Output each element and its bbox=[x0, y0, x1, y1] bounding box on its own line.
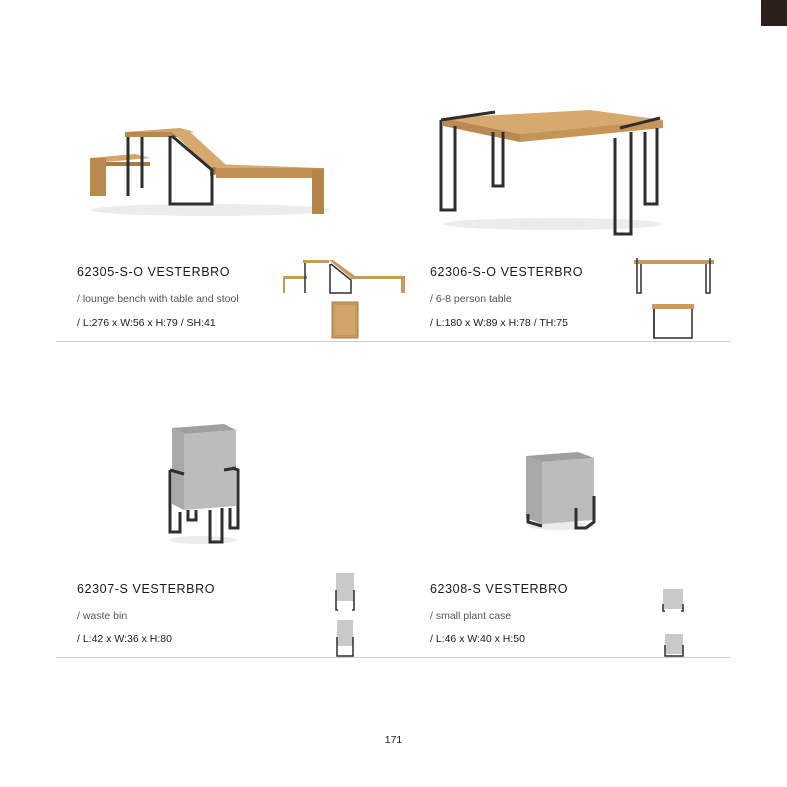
divider bbox=[56, 341, 399, 342]
plant-case-front-drawing bbox=[662, 588, 684, 612]
plant-case-render bbox=[520, 448, 602, 532]
divider bbox=[399, 341, 731, 342]
waste-bin-render bbox=[162, 420, 244, 548]
product-dimensions: / L:276 x W:56 x H:79 / SH:41 bbox=[77, 317, 216, 329]
product-description: / small plant case bbox=[430, 610, 512, 622]
product-description: / waste bin bbox=[77, 610, 128, 622]
waste-bin-front-drawing bbox=[334, 572, 356, 612]
corner-tab bbox=[761, 0, 787, 26]
lounge-bench-side-drawing bbox=[283, 258, 408, 296]
product-dimensions: / L:46 x W:40 x H:50 bbox=[430, 633, 525, 645]
product-title: 62307-S VESTERBRO bbox=[77, 582, 216, 596]
waste-bin-side-drawing bbox=[336, 619, 354, 657]
product-description: / lounge bench with table and stool bbox=[77, 293, 239, 305]
table-side-drawing bbox=[634, 258, 714, 294]
table-render bbox=[435, 106, 670, 238]
divider bbox=[56, 657, 399, 658]
table-end-drawing bbox=[652, 303, 694, 339]
divider bbox=[399, 657, 731, 658]
page-number: 171 bbox=[384, 734, 403, 746]
lounge-bench-render bbox=[80, 118, 340, 228]
product-title: 62306-S-O VESTERBRO bbox=[430, 265, 584, 279]
product-title: 62305-S-O VESTERBRO bbox=[77, 265, 231, 279]
plant-case-side-drawing bbox=[664, 633, 684, 657]
product-dimensions: / L:42 x W:36 x H:80 bbox=[77, 633, 172, 645]
product-dimensions: / L:180 x W:89 x H:78 / TH:75 bbox=[430, 317, 568, 329]
lounge-bench-end-drawing bbox=[331, 301, 359, 339]
product-title: 62308-S VESTERBRO bbox=[430, 582, 569, 596]
product-description: / 6-8 person table bbox=[430, 293, 512, 305]
